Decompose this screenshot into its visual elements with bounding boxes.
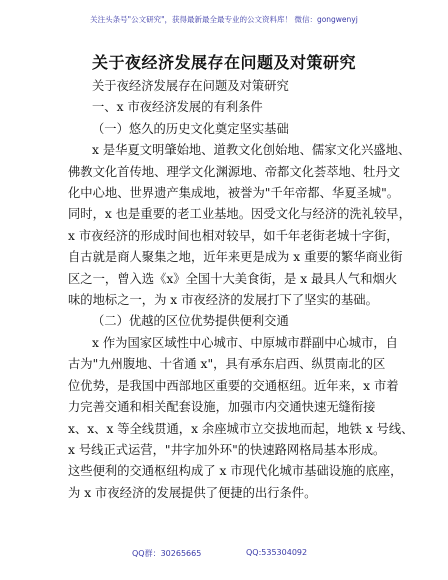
body-line: 自古就是商人聚集之地，近年来更是成为 x 重要的繁华商业街	[68, 250, 403, 265]
body-line: 同时，x 也是重要的老工业基地。因受文化与经济的洗礼较早，	[68, 207, 411, 222]
body-line: （一）悠久的历史文化奠定坚实基础	[92, 121, 289, 136]
body-line: 一、x 市夜经济发展的有利条件	[92, 100, 263, 115]
header-promo-note: 关注头条号"公文研究"，获得最新最全最专业的公文资料库！ 微信：gongwenyj	[90, 15, 358, 24]
body-line: 为 x 市夜经济的发展提供了便捷的出行条件。	[68, 485, 317, 500]
body-line: 佛教文化首传地、理学文化渊源地、帝都文化荟萃地、牡丹文	[68, 164, 401, 179]
document-title: 关于夜经济发展存在问题及对策研究	[91, 53, 356, 72]
body-line: 古为"九州腹地、十省通 x"，具有承东启西、纵贯南北的区	[68, 357, 386, 372]
body-line: 这些便利的交通枢纽构成了 x 市现代化城市基础设施的底座，	[68, 464, 403, 479]
body-line: x 号线正式运营，"井字加外环"的快速路网格局基本形成。	[68, 442, 386, 457]
body-line: 位优势，是我国中西部地区重要的交通枢纽。近年来，x 市着	[68, 378, 399, 393]
body-line: 力完善交通和相关配套设施，加强市内交通快速无缝衔接	[68, 400, 376, 415]
body-line: x 是华夏文明肇始地、道教文化创始地、儒家文化兴盛地、	[92, 143, 411, 158]
body-line: x 市夜经济的形成时间也相对较早，如千年老街老城十字街，	[68, 228, 399, 243]
body-line: 化中心地、世界遗产集成地，被誉为"千年帝都、华夏圣城"。	[68, 186, 400, 201]
footer-qq: QQ:535304092	[246, 548, 308, 557]
body-line: x、x、x 等全线贯通，x 余座城市立交拔地而起，地铁 x 号线、	[68, 421, 414, 436]
footer-qq-group: QQ群：30265665	[132, 549, 202, 558]
body-line: 区之一，曾入选《x》全国十大美食街，是 x 最具人气和烟火	[68, 271, 398, 286]
body-line: 关于夜经济发展存在问题及对策研究	[92, 79, 289, 93]
body-line: 味的地标之一，为 x 市夜经济的发展打下了坚实的基础。	[68, 293, 378, 308]
body-line: （二）优越的区位优势提供便利交通	[92, 314, 289, 329]
document-body	[68, 76, 414, 504]
body-line: x 作为国家区域性中心城市、中原城市群副中心城市，自	[92, 335, 398, 350]
